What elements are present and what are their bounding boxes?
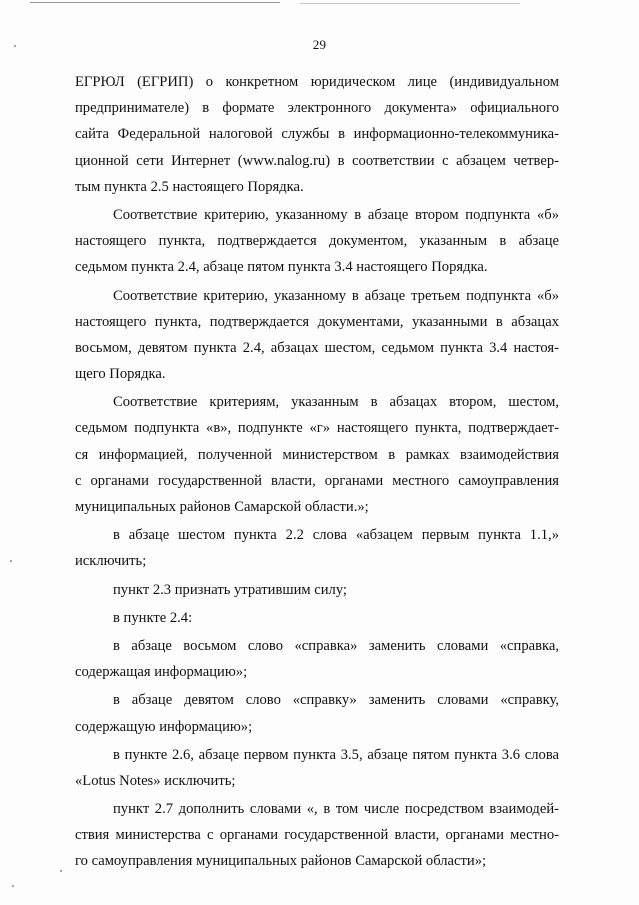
scan-speck bbox=[10, 560, 12, 562]
text-line: пункт 2.7 дополнить словами «, в том числе посредством взаимодей- bbox=[113, 801, 559, 818]
text-line: Соответствие критериям, указанным в абзацах втором, шестом, bbox=[113, 394, 559, 411]
paragraph bbox=[75, 687, 559, 739]
text-line: ствия министерства с органами государственной власти, органами местно- bbox=[75, 827, 559, 844]
scan-speck bbox=[60, 870, 62, 872]
paragraph bbox=[75, 283, 559, 388]
text-line: Соответствие критерию, указанному в абзаце третьем подпункта «б» bbox=[113, 287, 559, 304]
text-line: с органами государственной власти, органами местного самоуправления bbox=[75, 472, 559, 489]
paragraph bbox=[75, 796, 559, 875]
paragraph bbox=[75, 389, 559, 520]
text-line: сайта Федеральной налоговой службы в информационно-телекоммуника- bbox=[75, 126, 559, 143]
text-line: в абзаце девятом слово «справку» заменить словами «справку, bbox=[113, 692, 559, 709]
paragraph bbox=[75, 202, 559, 281]
text-line: содержащую информацию»; bbox=[75, 718, 253, 735]
text-line: Соответствие критерию, указанному в абзаце втором подпункта «б» bbox=[113, 206, 559, 223]
document-body bbox=[75, 69, 559, 875]
text-line: седьмом подпункта «в», подпункте «г» настоящего пункта, подтверждает- bbox=[75, 420, 559, 437]
text-line: пункт 2.3 признать утратившим силу; bbox=[113, 581, 347, 598]
text-line: настоящего пункта, подтверждается документами, указанными в абзацах bbox=[75, 313, 559, 330]
text-line: в абзаце восьмом слово «справка» заменить словами «справка, bbox=[113, 637, 559, 654]
paragraph bbox=[75, 605, 559, 631]
text-line: восьмом, девятом пункта 2.4, абзацах шестом, седьмом пункта 3.4 настоя- bbox=[75, 339, 559, 356]
text-line: в пункте 2.4: bbox=[113, 609, 193, 626]
text-line: муниципальных районов Самарской области.»; bbox=[75, 499, 369, 515]
paragraph bbox=[75, 577, 559, 603]
text-line: «Lotus Notes» исключить; bbox=[75, 772, 236, 789]
text-line: предпринимателе) в формате электронного документа» официального bbox=[75, 100, 559, 117]
text-line: ся информацией, полученной министерством в рамках взаимодействия bbox=[75, 446, 559, 463]
paragraph bbox=[75, 742, 559, 794]
text-line: исключить; bbox=[75, 553, 147, 570]
text-line: го самоуправления муниципальных районов Самарской области»; bbox=[75, 853, 487, 870]
scan-artifact-line bbox=[30, 2, 280, 3]
text-line: щего Порядка. bbox=[75, 366, 166, 383]
text-line: ЕГРЮЛ (ЕГРИП) о конкретном юридическом лице (индивидуальном bbox=[75, 74, 559, 90]
text-line: седьмом пункта 2.4, абзаце пятом пункта 3.4 настоящего Порядка. bbox=[75, 259, 488, 276]
text-line: тым пункта 2.5 настоящего Порядка. bbox=[75, 178, 304, 195]
text-line: содержащая информацию»; bbox=[75, 664, 248, 681]
paragraph bbox=[75, 633, 559, 685]
text-line: настоящего пункта, подтверждается документом, указанным в абзаце bbox=[75, 233, 559, 250]
paragraph bbox=[75, 522, 559, 574]
text-line: ционной сети Интернет (www.nalog.ru) в соответствии с абзацем четвер- bbox=[75, 152, 559, 169]
paragraph bbox=[75, 69, 559, 200]
scan-speck bbox=[12, 885, 14, 887]
text-line: в абзаце шестом пункта 2.2 слова «абзацем первым пункта 1.1,» bbox=[113, 527, 559, 544]
text-line: в пункте 2.6, абзаце первом пункта 3.5, абзаце пятом пункта 3.6 слова bbox=[113, 746, 559, 763]
page-number: 29 bbox=[312, 37, 327, 52]
scan-artifact-line bbox=[300, 3, 520, 4]
